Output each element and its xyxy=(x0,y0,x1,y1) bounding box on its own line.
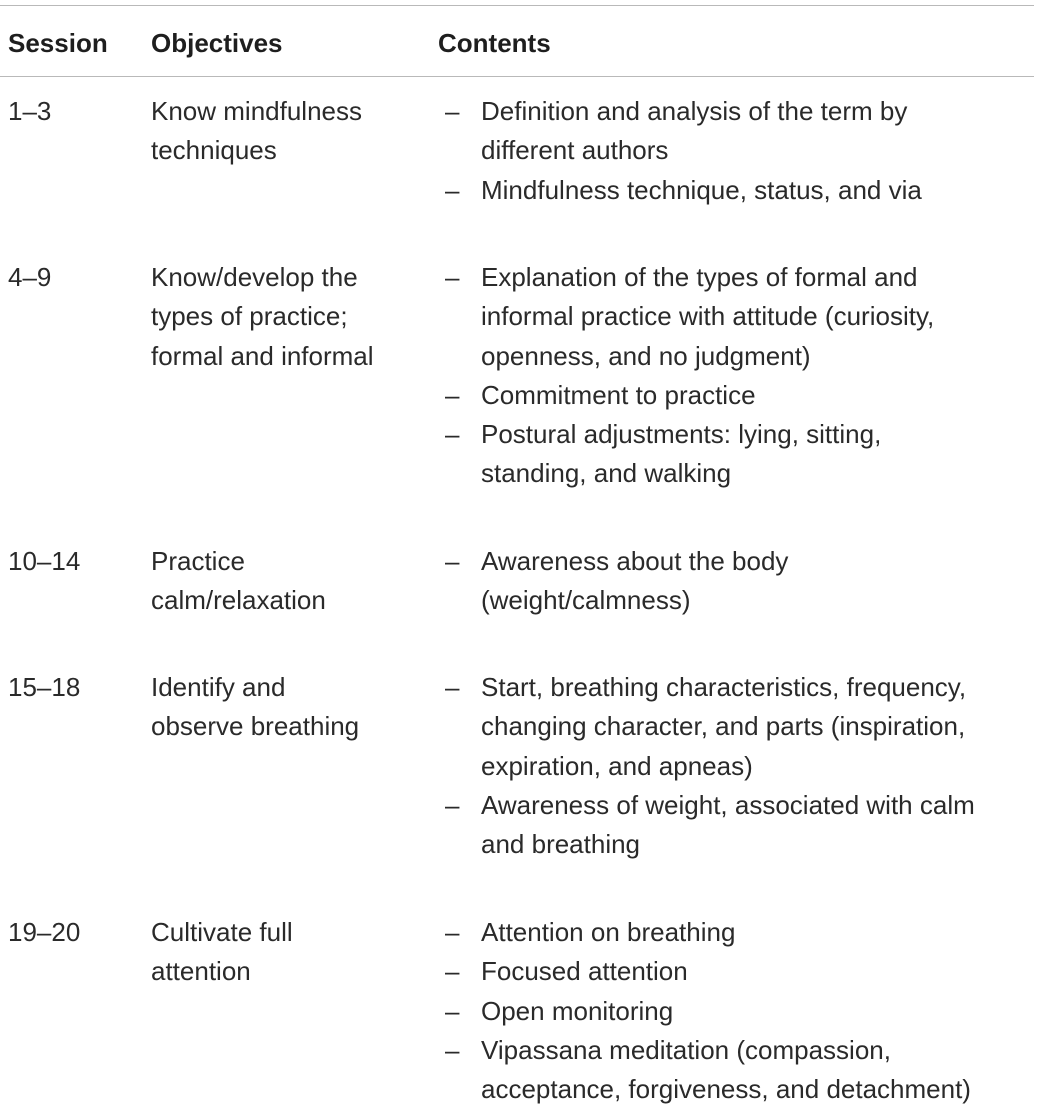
dash-bullet: – xyxy=(445,995,460,1026)
contents-item xyxy=(445,171,1039,210)
header-contents: Contents xyxy=(438,28,551,58)
contents-item-text: Explanation of the types of formal and informal practice with attitude (curiosity, openness, and no judgment) xyxy=(481,262,935,371)
session-cell: 1–3 xyxy=(8,96,52,126)
dash-bullet: – xyxy=(445,379,460,410)
table-top-rule xyxy=(0,5,1034,6)
contents-list xyxy=(445,542,1039,621)
contents-item-text: Vipassana meditation (compassion, acceptance, forgiveness, and detachment) xyxy=(481,1034,971,1105)
contents-item xyxy=(445,992,1039,1031)
dash-bullet: – xyxy=(445,672,460,702)
contents-item-text: Mindfulness technique, status, and via xyxy=(481,174,922,205)
contents-item-text: Attention on breathing xyxy=(481,917,736,947)
contents-list xyxy=(445,92,1039,210)
contents-item xyxy=(445,92,1039,171)
dash-bullet: – xyxy=(445,917,460,947)
contents-list xyxy=(445,258,1039,494)
contents-item-text: Open monitoring xyxy=(481,995,674,1026)
contents-item xyxy=(445,668,1039,786)
contents-item xyxy=(445,542,1039,621)
dash-bullet: – xyxy=(445,174,460,205)
dash-bullet: – xyxy=(445,419,460,450)
contents-item xyxy=(445,258,1039,376)
contents-item xyxy=(445,913,1039,952)
contents-item-text: Commitment to practice xyxy=(481,379,756,410)
header-objectives: Objectives xyxy=(151,28,283,58)
dash-bullet: – xyxy=(445,262,460,292)
dash-bullet: – xyxy=(445,1034,460,1065)
contents-list xyxy=(445,668,1039,864)
objective-cell: Know/develop the types of practice; formal and informal xyxy=(151,262,374,371)
objective-cell: Practice calm/relaxation xyxy=(151,546,326,616)
table-header-row xyxy=(0,26,1039,60)
session-cell: 19–20 xyxy=(8,917,81,947)
contents-item-text: Start, breathing characteristics, frequency, changing character, and parts (inspiration, expiration, and apneas) xyxy=(481,672,967,781)
session-cell: 4–9 xyxy=(8,262,52,292)
objective-cell: Identify and observe breathing xyxy=(151,672,360,742)
dash-bullet: – xyxy=(445,789,460,820)
contents-item xyxy=(445,376,1039,415)
contents-item xyxy=(445,415,1039,494)
objective-cell: Cultivate full attention xyxy=(151,917,293,987)
dash-bullet: – xyxy=(445,96,460,126)
table-header-rule xyxy=(0,76,1034,77)
contents-item-text: Awareness about the body (weight/calmness) xyxy=(481,546,789,616)
dash-bullet: – xyxy=(445,956,460,987)
session-cell: 10–14 xyxy=(8,546,81,576)
contents-item-text: Postural adjustments: lying, sitting, standing, and walking xyxy=(481,419,882,489)
contents-item-text: Awareness of weight, associated with calm and breathing xyxy=(481,789,975,860)
contents-list xyxy=(445,913,1039,1109)
contents-item xyxy=(445,786,1039,865)
contents-item-text: Focused attention xyxy=(481,956,688,987)
header-session: Session xyxy=(8,28,108,58)
contents-item xyxy=(445,1031,1039,1110)
contents-item xyxy=(445,952,1039,991)
dash-bullet: – xyxy=(445,546,460,576)
objective-cell: Know mindfulness techniques xyxy=(151,96,362,166)
contents-item-text: Definition and analysis of the term by different authors xyxy=(481,96,908,166)
session-cell: 15–18 xyxy=(8,672,81,702)
